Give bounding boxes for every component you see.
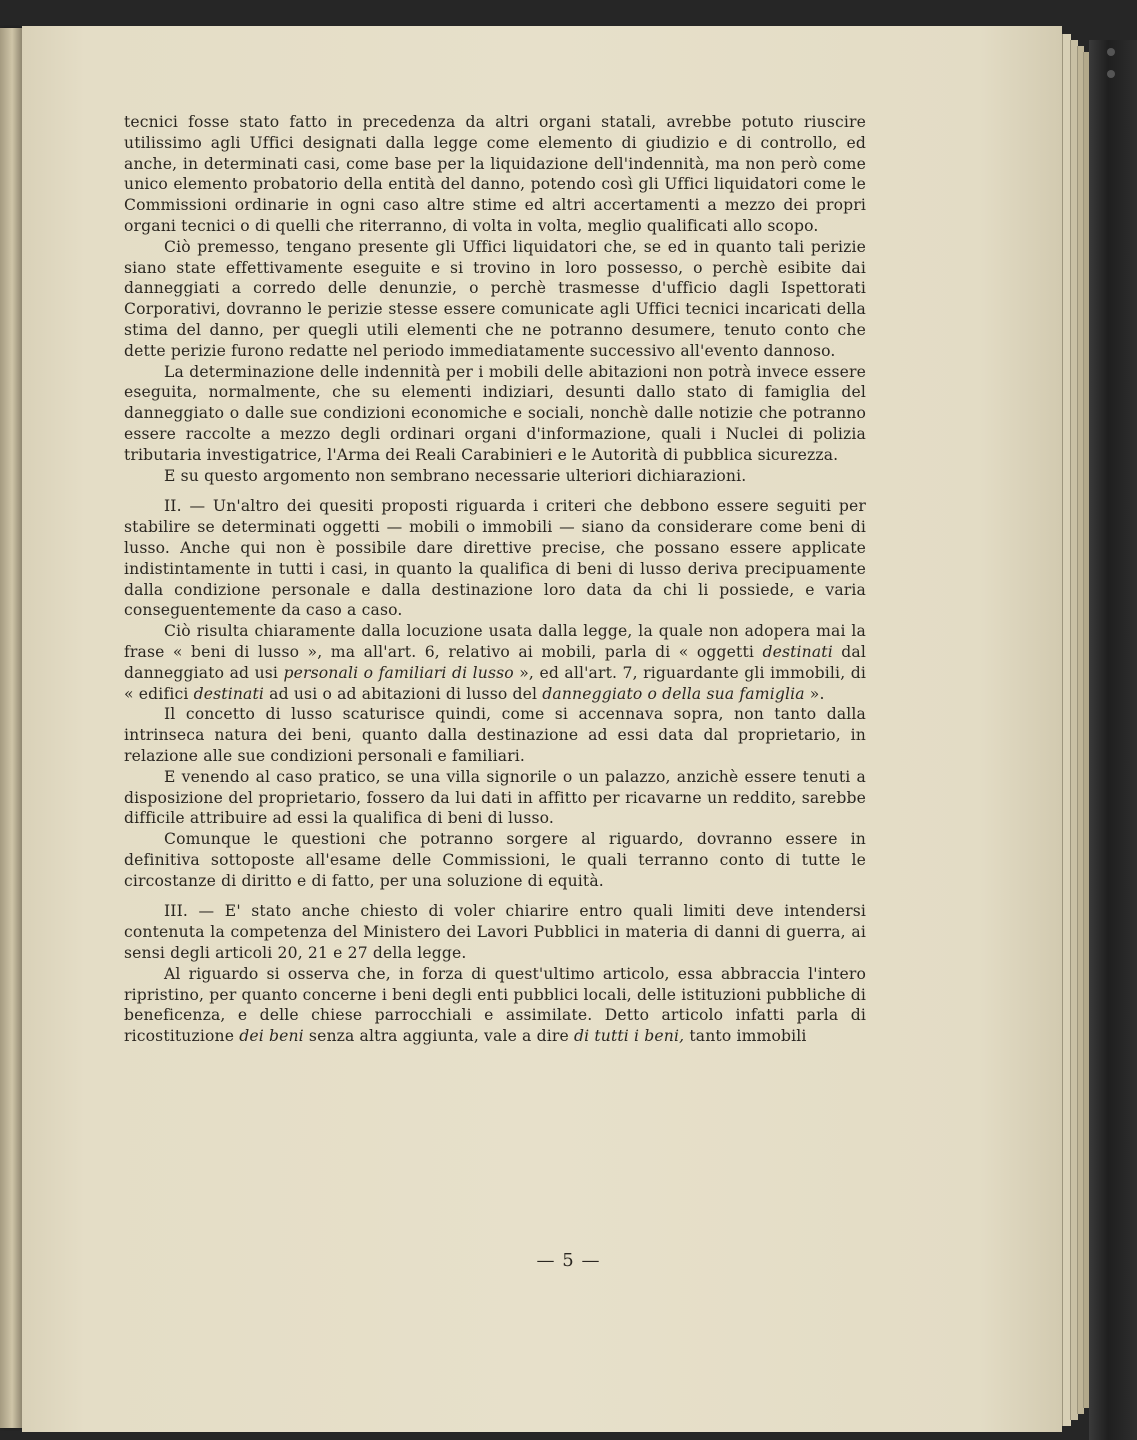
text-run: II. — Un'altro dei quesiti proposti riguarda i criteri che debbono essere seguiti per stabilire se determinati oggetti — mobili o immobili — siano da considerare come beni di lusso. Anche qui non è possibile dare direttive precise, che possano essere applicate indistintamente in tutti i casi, in quanto la qualifica di beni di lusso deriva precipuamente dalla condizione personale e dalla destinazione loro data da chi li possiede, e varia conseguentemente da caso a caso.: [124, 497, 866, 620]
italic-text: di tutti i beni,: [573, 1027, 685, 1046]
text-run: ad usi o ad abitazioni di lusso del: [264, 684, 543, 703]
text-run: Ciò premesso, tengano presente gli Uffici liquidatori che, se ed in quanto tali perizie siano state effettivamente eseguite e si trovino in loro possesso, o perchè esibite dai danneggiati a corredo delle denunzie, o perchè trasmesse d'ufficio dagli Ispettorati Corporativi, dovranno le perizie stesse essere comunicate agli Uffici tecnici incaricati della stima del danno, per quegli utili elementi che ne potranno desumere, tenuto conto che dette perizie furono redatte nel periodo immediatamente successivo all'evento dannoso.: [124, 237, 866, 360]
text-run: tanto immobili: [684, 1027, 807, 1046]
text-run: ».: [804, 684, 825, 703]
paragraph: [124, 496, 866, 621]
text-run: III. — E' stato anche chiesto di voler chiarire entro quali limiti deve intendersi contenuta la competenza del Ministero dei Lavori Pubblici in materia di danni di guerra, ai sensi degli articoli 20, 21 e 27 della legge.: [124, 902, 866, 963]
italic-text: destinati: [193, 684, 265, 703]
text-run: senza altra aggiunta, vale a dire: [303, 1027, 574, 1046]
book-binding: [1089, 40, 1137, 1440]
text-run: E su questo argomento non sembrano necessarie ulteriori dichiarazioni.: [164, 466, 747, 485]
text-run: dal danneggiato ad usi: [124, 642, 867, 682]
text-run: E venendo al caso pratico, se una villa signorile o un palazzo, anzichè essere tenuti a disposizione del proprietario, fossero da lui dati in affitto per ricavarne un reddito, sarebbe difficile attribuire ad essi la qualifica di beni di lusso.: [124, 767, 866, 828]
paragraph: [124, 362, 866, 466]
paragraph: [124, 112, 866, 237]
binding-rivet: [1107, 48, 1115, 56]
text-run: Al riguardo si osserva che, in forza di quest'ultimo articolo, essa abbraccia l'intero ripristino, per quanto concerne i beni degli enti pubblici locali, delle istituzioni pubbliche di beneficenza, e delle chiese parrocchiali e assimilate. Detto articolo infatti parla di ricostituzione: [124, 964, 866, 1046]
text-run: Il concetto di lusso scaturisce quindi, come si accennava sopra, non tanto dalla intrinseca natura dei beni, quanto dalla destinazione ad essi data dal proprietario, in relazione alle sue condizioni personali e familiari.: [124, 705, 866, 765]
italic-text: danneggiato o della sua famiglia: [542, 684, 805, 703]
text-run: La determinazione delle indennità per i mobili delle abitazioni non potrà invece essere eseguita, normalmente, che su elementi indiziari, desunti dallo stato di famiglia del danneggiato o dalle sue condizioni economiche e sociali, nonchè dalle notizie che potranno essere raccolte a mezzo degli ordinari organi d'informazione, quali i Nuclei di polizia tributaria investigatrice, l'Arma dei Reali Carabinieri e le Autorità di pubblica sicurezza.: [124, 362, 866, 464]
italic-text: personali o familiari di lusso: [283, 663, 514, 682]
paragraph: [124, 964, 866, 1047]
italic-text: dei beni: [239, 1027, 304, 1046]
text-run: Ciò risulta chiaramente dalla locuzione usata dalla legge, la quale non adopera mai la frase « beni di lusso », ma all'art. 6, relativo ai mobili, parla di « oggetti: [124, 622, 866, 661]
text-run: Comunque le questioni che potranno sorgere al riguardo, dovranno essere in definitiva sottoposte all'esame delle Commissioni, le quali terranno conto di tutte le circostanze di diritto e di fatto, per una soluzione di equità.: [124, 830, 866, 890]
text-run: tecnici fosse stato fatto in precedenza da altri organi statali, avrebbe potuto riuscire utilissimo agli Uffici designati dalla legge come elemento di giudizio e di controllo, ed anche, in determinati casi, come base per la liquidazione dell'indennità, ma non però come unico elemento probatorio della entità del danno, potendo così gli Uffici liquidatori come le Commissioni ordinarie in ogni caso altre stime ed altri accertamenti a mezzo dei propri organi tecnici o di quelli che riterranno, di volta in volta, meglio qualificati allo scopo.: [124, 113, 866, 235]
binding-rivet: [1107, 70, 1115, 78]
paragraph: [124, 829, 866, 891]
paragraph: [124, 767, 866, 829]
text-run: », ed all'art. 7, riguardante gli immobili, di « edifici: [124, 663, 866, 703]
previous-page-edge: [0, 28, 22, 1428]
paragraph: [124, 237, 866, 362]
paragraph: [124, 704, 866, 766]
italic-text: destinati: [762, 642, 833, 661]
paragraph: [124, 621, 866, 704]
body-text: [124, 112, 866, 1047]
paragraph: [124, 466, 866, 487]
page-number: — 5 —: [536, 1250, 601, 1271]
paragraph: [124, 901, 866, 963]
